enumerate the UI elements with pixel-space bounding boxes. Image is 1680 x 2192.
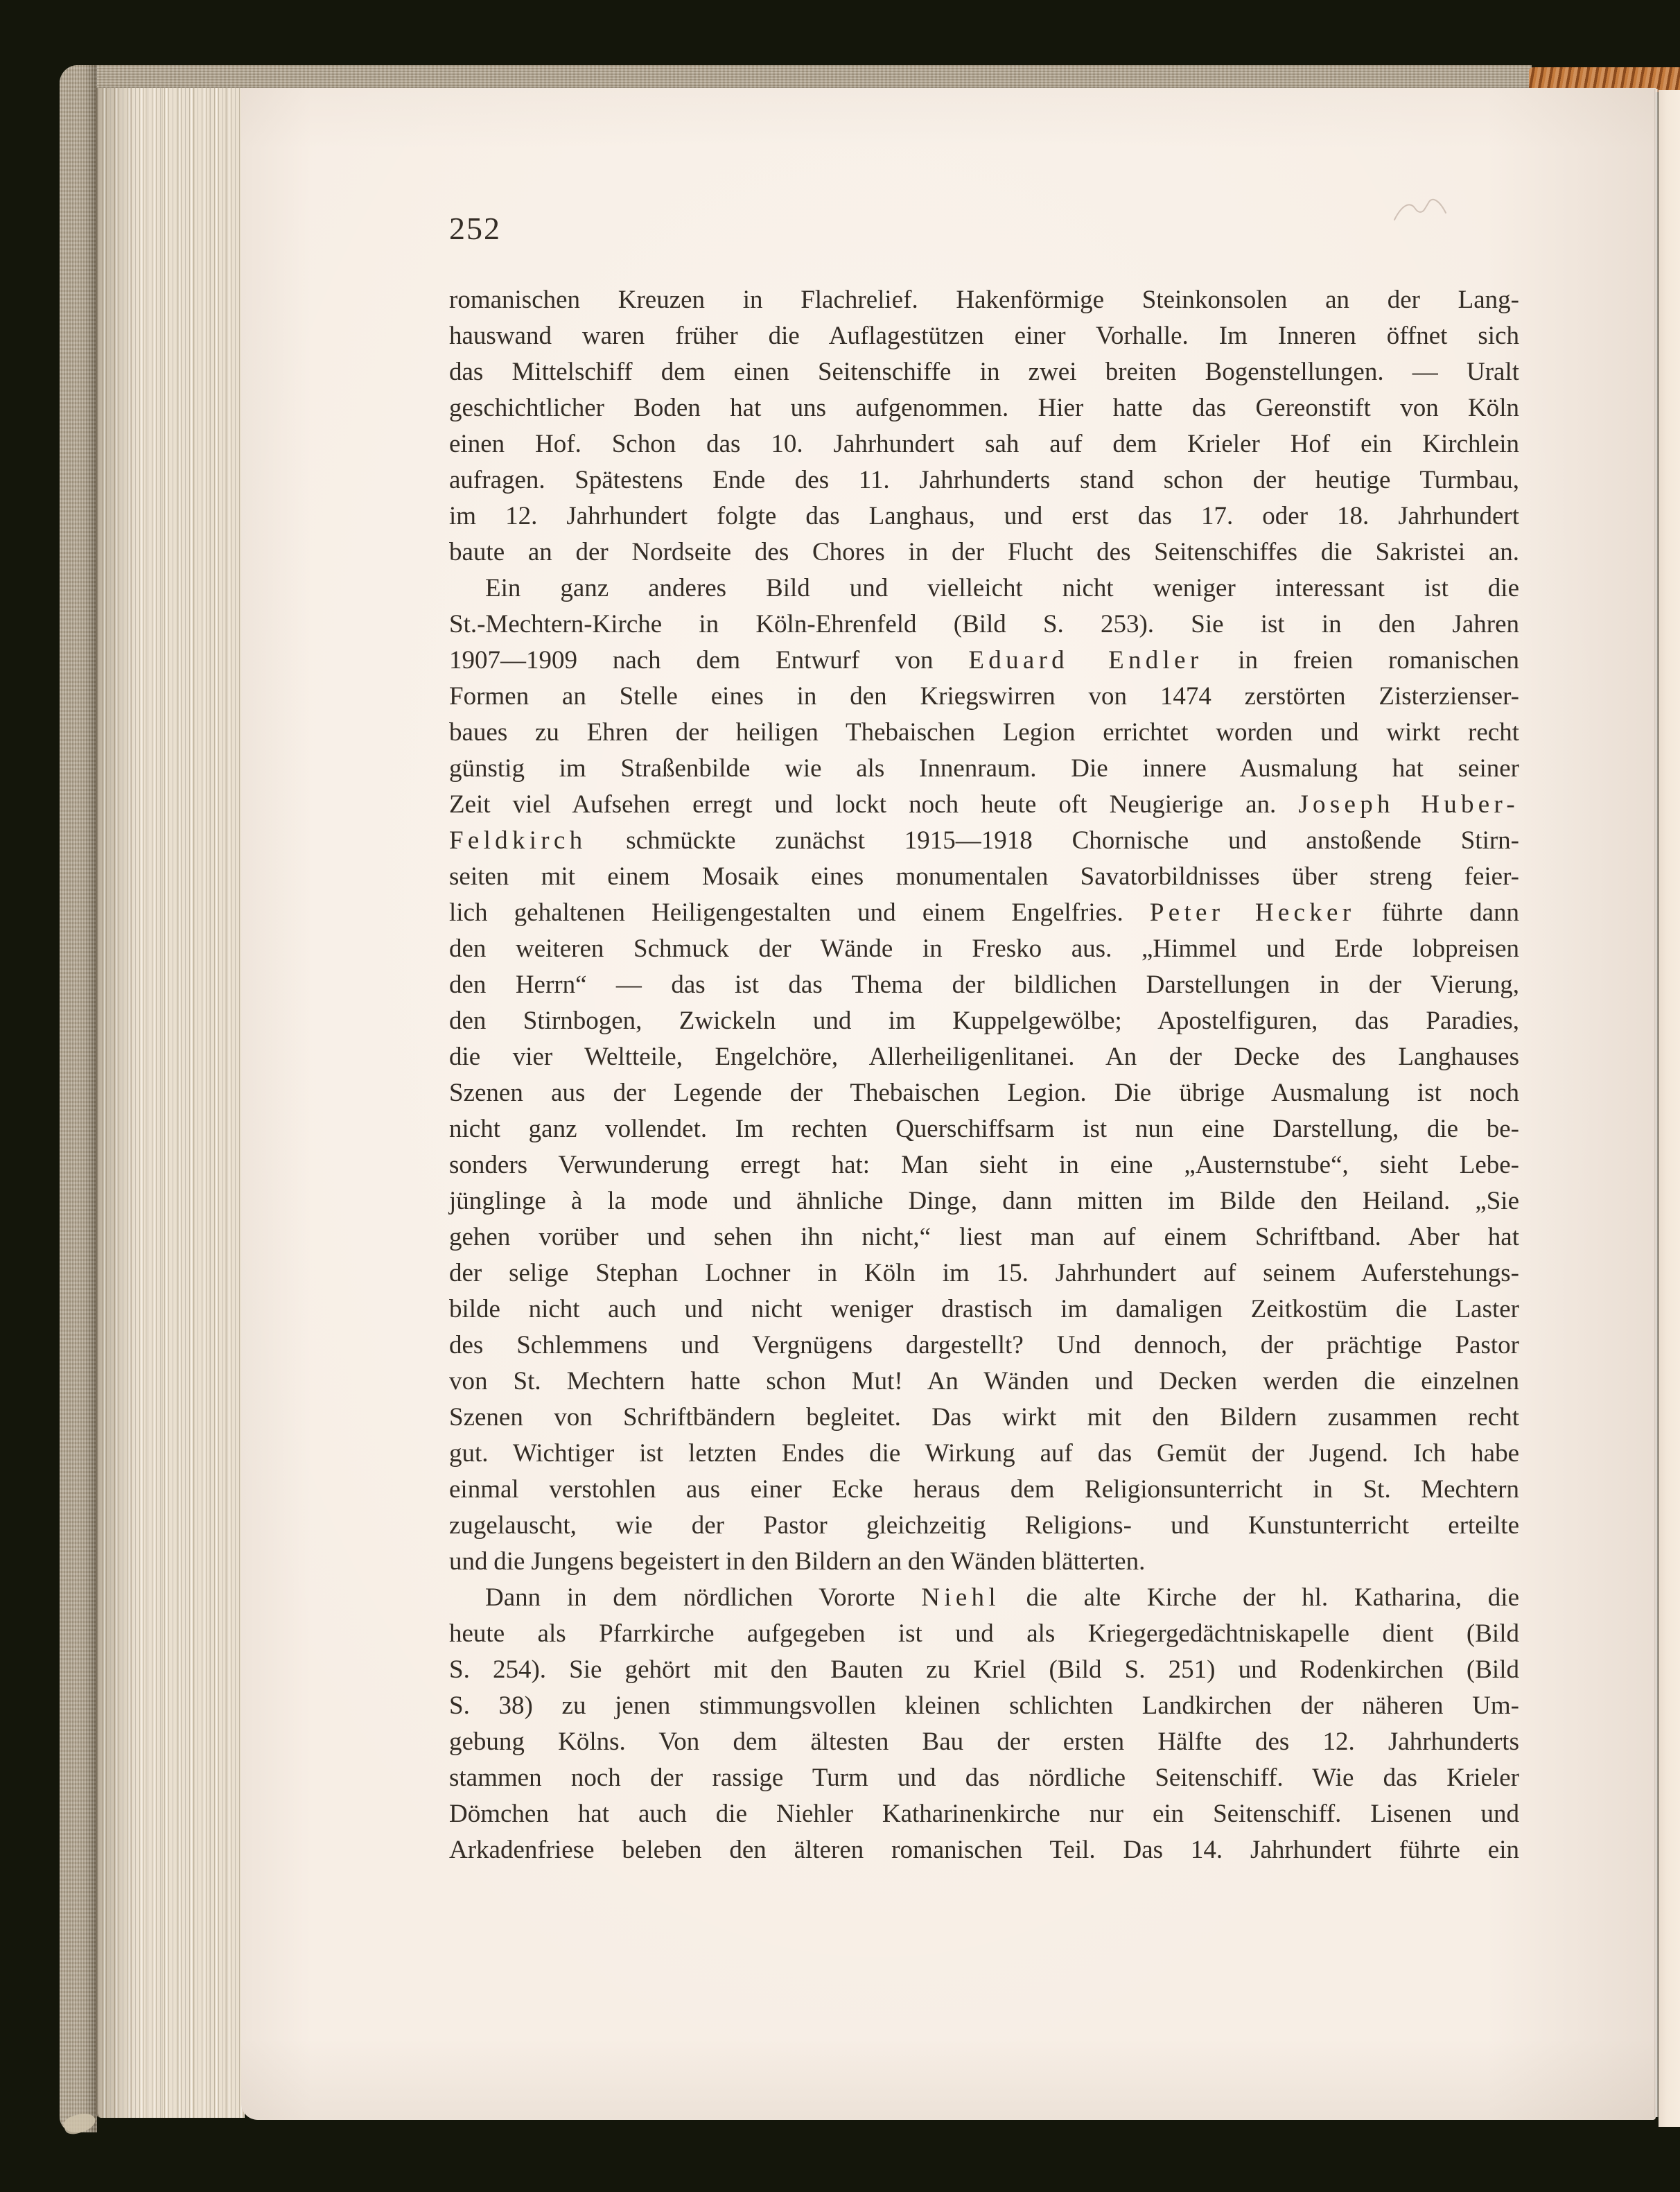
text-block <box>449 282 1519 1868</box>
text-line: bilde nicht auch und nicht weniger drastisch im damaligen Zeitkostüm die Laster <box>449 1295 1519 1323</box>
text-line: den Stirnbogen, Zwickeln und im Kuppelgewölbe; Apostelfiguren, das Paradies, <box>449 1007 1519 1035</box>
text-line: Ein ganz anderes Bild und vielleicht nicht weniger interessant ist die <box>485 574 1519 602</box>
text-line: S. 38) zu jenen stimmungsvollen kleinen schlichten Landkirchen der näheren Um- <box>449 1691 1519 1720</box>
text-line: gebung Kölns. Von dem ältesten Bau der ersten Hälfte des 12. Jahrhunderts <box>449 1728 1519 1756</box>
paragraph <box>449 1580 1519 1868</box>
text-segment: in freien romanischen <box>1202 646 1520 675</box>
text-line: von St. Mechtern hatte schon Mut! An Wänden und Decken werden die einzelnen <box>449 1367 1519 1395</box>
text-line: Szenen aus der Legende der Thebaischen Legion. Die übrige Ausmalung ist noch <box>449 1079 1519 1107</box>
paragraph <box>449 571 1519 1580</box>
text-line: zugelauscht, wie der Pastor gleichzeitig Religions- und Kunstunterricht erteilte <box>449 1511 1519 1540</box>
text-line: St.-Mechtern-Kirche in Köln-Ehrenfeld (Bild S. 253). Sie ist in den Jahren <box>449 610 1519 638</box>
text-line: gehen vorüber und sehen ihn nicht,“ liest man auf einem Schriftband. Aber hat <box>449 1223 1519 1251</box>
text-line: den weiteren Schmuck der Wände in Fresko aus. „Himmel und Erde lobpreisen <box>449 934 1519 963</box>
text-line: aufragen. Spätestens Ende des 11. Jahrhunderts stand schon der heutige Turmbau, <box>449 466 1519 494</box>
letterspaced-name: Niehl <box>921 1583 1000 1612</box>
book-page <box>241 88 1656 2120</box>
text-line: S. 254). Sie gehört mit den Bauten zu Kriel (Bild S. 251) und Rodenkirchen (Bild <box>449 1655 1519 1684</box>
text-line: hauswand waren früher die Auflagestützen einer Vorhalle. Im Inneren öffnet sich <box>449 322 1519 350</box>
text-line <box>449 643 1519 679</box>
letterspaced-name: Joseph Huber- <box>1298 790 1519 819</box>
page-number: 252 <box>449 211 501 246</box>
facing-page-edge <box>1659 90 1680 2127</box>
text-line <box>449 1580 1519 1616</box>
letterspaced-name: Feldkirch <box>449 826 587 855</box>
text-line: und die Jungens begeistert in den Bildern an den Wänden blätterten. <box>449 1547 1146 1576</box>
text-line: das Mittelschiff dem einen Seitenschiffe in zwei breiten Bogenstellungen. — Uralt <box>449 358 1519 386</box>
text-line: des Schlemmens und Vergnügens dargestellt? Und dennoch, der prächtige Pastor <box>449 1331 1519 1359</box>
letterspaced-name: Eduard Endler <box>968 646 1203 675</box>
text-line: Dömchen hat auch die Niehler Katharinenkirche nur ein Seitenschiff. Lisenen und <box>449 1800 1519 1828</box>
text-line: Szenen von Schriftbändern begleitet. Das wirkt mit den Bildern zusammen recht <box>449 1403 1519 1432</box>
text-line: im 12. Jahrhundert folgte das Langhaus, und erst das 17. oder 18. Jahrhundert <box>449 502 1519 530</box>
text-line: heute als Pfarrkirche aufgegeben ist und als Kriegergedächtniskapelle dient (Bild <box>449 1619 1519 1648</box>
text-segment: schmückte zunächst 1915—1918 Chornische und anstoßende Stirn- <box>586 826 1519 855</box>
text-line: die vier Weltteile, Engelchöre, Allerheiligenlitanei. An der Decke des Langhauses <box>449 1043 1519 1071</box>
text-line: baute an der Nordseite des Chores in der Flucht des Seitenschiffes die Sakristei an. <box>449 538 1519 566</box>
text-line: Arkadenfriese beleben den älteren romanischen Teil. Das 14. Jahrhundert führte ein <box>449 1836 1519 1864</box>
text-segment: Zeit viel Aufsehen erregt und lockt noch heute oft Neugierige an. <box>449 790 1299 819</box>
pencil-mark <box>1392 193 1450 227</box>
text-line: Formen an Stelle eines in den Kriegswirren von 1474 zerstörten Zisterzienser- <box>449 682 1519 711</box>
text-segment: die alte Kirche der hl. Katharina, die <box>999 1583 1519 1612</box>
text-segment: führte dann <box>1355 898 1520 927</box>
text-line: baues zu Ehren der heiligen Thebaischen Legion errichtet worden und wirkt recht <box>449 718 1519 747</box>
book-cover-cloth-left <box>60 65 97 2132</box>
text-segment: Dann in dem nördlichen Vororte <box>485 1583 922 1612</box>
text-line <box>449 895 1519 931</box>
text-line: jünglinge à la mode und ähnliche Dinge, dann mitten im Bilde den Heiland. „Sie <box>449 1187 1519 1215</box>
text-line: einmal verstohlen aus einer Ecke heraus dem Religionsunterricht in St. Mechtern <box>449 1475 1519 1504</box>
text-line: stammen noch der rassige Turm und das nördliche Seitenschiff. Wie das Krieler <box>449 1764 1519 1792</box>
text-line: der selige Stephan Lochner in Köln im 15. Jahrhundert auf seinem Auferstehungs- <box>449 1259 1519 1287</box>
paragraph <box>449 282 1519 571</box>
text-line <box>449 787 1519 823</box>
text-line: gut. Wichtiger ist letzten Endes die Wirkung auf das Gemüt der Jugend. Ich habe <box>449 1439 1519 1468</box>
text-line: nicht ganz vollendet. Im rechten Querschiffsarm ist nun eine Darstellung, die be- <box>449 1115 1519 1143</box>
text-line <box>449 823 1519 859</box>
text-line: geschichtlicher Boden hat uns aufgenommen. Hier hatte das Gereonstift von Köln <box>449 394 1519 422</box>
text-line: sonders Verwunderung erregt hat: Man sieht in eine „Austernstube“, sieht Lebe- <box>449 1151 1519 1179</box>
letterspaced-name: Peter Hecker <box>1149 898 1356 927</box>
text-line: günstig im Straßenbilde wie als Innenraum. Die innere Ausmalung hat seiner <box>449 754 1519 783</box>
text-segment: 1907—1909 nach dem Entwurf von <box>449 646 969 675</box>
text-segment: lich gehaltenen Heiligengestalten und einem Engelfries. <box>449 898 1150 927</box>
text-line: einen Hof. Schon das 10. Jahrhundert sah auf dem Krieler Hof ein Kirchlein <box>449 430 1519 458</box>
text-line: seiten mit einem Mosaik eines monumentalen Savatorbildnisses über streng feier- <box>449 862 1519 891</box>
text-line: romanischen Kreuzen in Flachrelief. Hakenförmige Steinkonsolen an der Lang- <box>449 286 1519 314</box>
text-line: den Herrn“ — das ist das Thema der bildlichen Darstellungen in der Vierung, <box>449 971 1519 999</box>
page-edges-stack <box>96 88 245 2118</box>
